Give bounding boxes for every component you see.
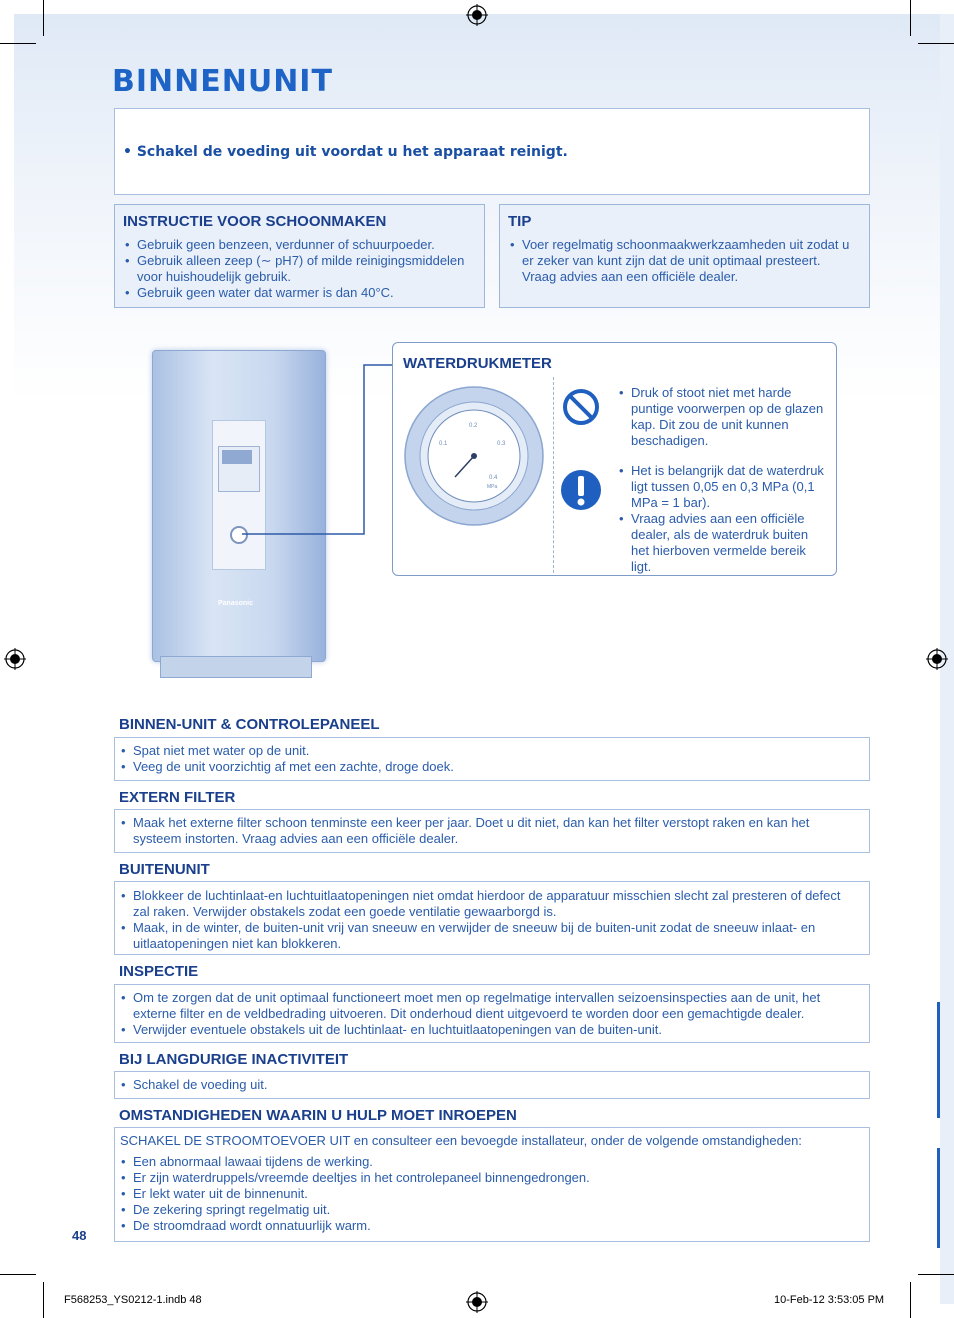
page-title: BINNENUNIT <box>112 64 333 99</box>
controlpanel-box <box>114 737 870 781</box>
list-item: • Een abnormaal lawaai tijdens de werking. <box>117 1154 857 1170</box>
list-item: • Er zijn waterdruppels/vreemde deeltjes in het controlepaneel binnengedrongen. <box>117 1170 857 1186</box>
warning-exclamation-icon <box>561 469 601 511</box>
crop-mark <box>43 1282 44 1318</box>
list-item: • Maak, in de winter, de buiten-unit vrij van sneeuw en verwijder de sneeuw bij de buiten-unit zodat de sneeuw inlaat- en uitlaatopeningen niet kan blokkeren. <box>117 920 857 952</box>
gauge-tick-label: 0.2 <box>469 423 478 429</box>
list-item: • Het is belangrijk dat de waterdruk ligt tussen 0,05 en 0,3 MPa (0,1 MPa = 1 bar). <box>615 463 829 511</box>
tip-panel <box>499 204 870 308</box>
inspection-box <box>114 984 870 1043</box>
filter-box <box>114 809 870 853</box>
list-item: • Spat niet met water op de unit. <box>117 743 862 759</box>
cleaning-list <box>121 237 476 301</box>
tip-list <box>506 237 858 285</box>
section-heading: BIJ LANGDURIGE INACTIVITEIT <box>119 1051 349 1068</box>
list-item: • Schakel de voeding uit. <box>117 1077 857 1093</box>
registration-mark-icon <box>466 4 488 26</box>
crop-mark <box>918 1274 954 1275</box>
registration-mark-icon <box>926 648 948 670</box>
registration-mark-icon <box>466 1291 488 1313</box>
page-number: 48 <box>72 1228 87 1243</box>
list-item: • Druk of stoot niet met harde puntige voorwerpen op de glazen kap. Dit zou de unit kunnen beschadigen. <box>615 385 829 449</box>
section-heading: BINNEN-UNIT & CONTROLEPANEEL <box>119 716 380 733</box>
help-box <box>114 1127 870 1242</box>
cleaning-heading: INSTRUCTIE VOOR SCHOONMAKEN <box>123 213 387 230</box>
warning-box <box>114 108 870 195</box>
gauge-tick-label: 0.3 <box>497 441 506 447</box>
list-item: • Blokkeer de luchtinlaat-en luchtuitlaatopeningen niet omdat hierdoor de apparatuur misschien slecht zal presteren of defect zal raken. Verwijder obstakels zodat een goede ventilatie gewaarborgd is. <box>117 888 857 920</box>
crop-mark <box>910 1282 911 1318</box>
prohibited-icon <box>561 387 601 427</box>
list-item: • Gebruik geen benzeen, verdunner of schuurpoeder. <box>121 237 476 253</box>
inactive-box <box>114 1071 870 1099</box>
list-item: • Om te zorgen dat de unit optimaal functioneert moet men op regelmatige intervallen seizoensinspecties aan de unit, het externe filter en de veldbedrading uitvoeren. Dit onderhoud dient uitgevoerd te worden door een gemachtigde dealer. <box>117 990 857 1022</box>
footer-file: F568253_YS0212-1.indb 48 <box>64 1294 202 1306</box>
gauge-notes-2 <box>615 463 829 575</box>
outdoor-box <box>114 881 870 955</box>
footer-date: 10-Feb-12 3:53:05 PM <box>774 1294 885 1306</box>
brand-logo: Panasonic <box>218 600 254 607</box>
pressure-gauge-icon <box>403 385 545 527</box>
cleaning-panel <box>114 204 485 308</box>
registration-mark-icon <box>4 648 26 670</box>
crop-mark <box>43 0 44 36</box>
warning-text: • Schakel de voeding uit voordat u het apparaat reinigt. <box>123 144 568 160</box>
section-heading: INSPECTIE <box>119 963 199 980</box>
callout-line <box>238 360 398 540</box>
tip-heading: TIP <box>508 213 532 230</box>
help-intro: SCHAKEL DE STROOMTOEVOER UIT en consulteer een bevoegde installateur, onder de volgende omstandigheden: <box>120 1133 802 1148</box>
crop-mark <box>918 43 954 44</box>
section-heading: EXTERN FILTER <box>119 789 236 806</box>
list-item: • Gebruik geen water dat warmer is dan 40°C. <box>121 285 476 301</box>
list-item: • De stroomdraad wordt onnatuurlijk warm. <box>117 1218 857 1234</box>
crop-mark <box>0 43 36 44</box>
crop-mark <box>0 1274 36 1275</box>
list-item: • Veeg de unit voorzichtig af met een zachte, droge doek. <box>117 759 862 775</box>
gauge-notes <box>615 385 829 449</box>
edge-marker <box>937 1148 940 1248</box>
list-item: • De zekering springt regelmatig uit. <box>117 1202 857 1218</box>
list-item: • Maak het externe filter schoon tenminste een keer per jaar. Doet u dit niet, dan kan het filter verstopt raken en kan het systeem instorten. Vraag advies aan een officiële dealer. <box>117 815 852 847</box>
edge-marker <box>937 1002 940 1118</box>
gauge-unit-label: MPa <box>487 484 498 490</box>
list-item: • Gebruik alleen zeep (∼ pH7) of milde reinigingsmiddelen voor huishoudelijk gebruik. <box>121 253 476 285</box>
section-heading: OMSTANDIGHEDEN WAARIN U HULP MOET INROEPEN <box>119 1107 517 1124</box>
section-heading: BUITENUNIT <box>119 861 210 878</box>
list-item: • Verwijder eventuele obstakels uit de luchtinlaat- en luchtuitlaatopeningen van de buiten-unit. <box>117 1022 857 1038</box>
list-item: • Vraag advies aan een officiële dealer, als de waterdruk buiten het hierboven vermelde bereik ligt. <box>615 511 829 575</box>
list-item: • Voer regelmatig schoonmaakwerkzaamheden uit zodat u er zeker van kunt zijn dat de unit optimaal presteert. Vraag advies aan een officiële dealer. <box>506 237 858 285</box>
gauge-tick-label: 0.4 <box>489 475 498 481</box>
gauge-heading: WATERDRUKMETER <box>403 355 552 372</box>
list-item: • Er lekt water uit de binnenunit. <box>117 1186 857 1202</box>
gauge-panel <box>392 342 837 576</box>
gauge-tick-label: 0.1 <box>439 441 448 447</box>
crop-mark <box>910 0 911 36</box>
